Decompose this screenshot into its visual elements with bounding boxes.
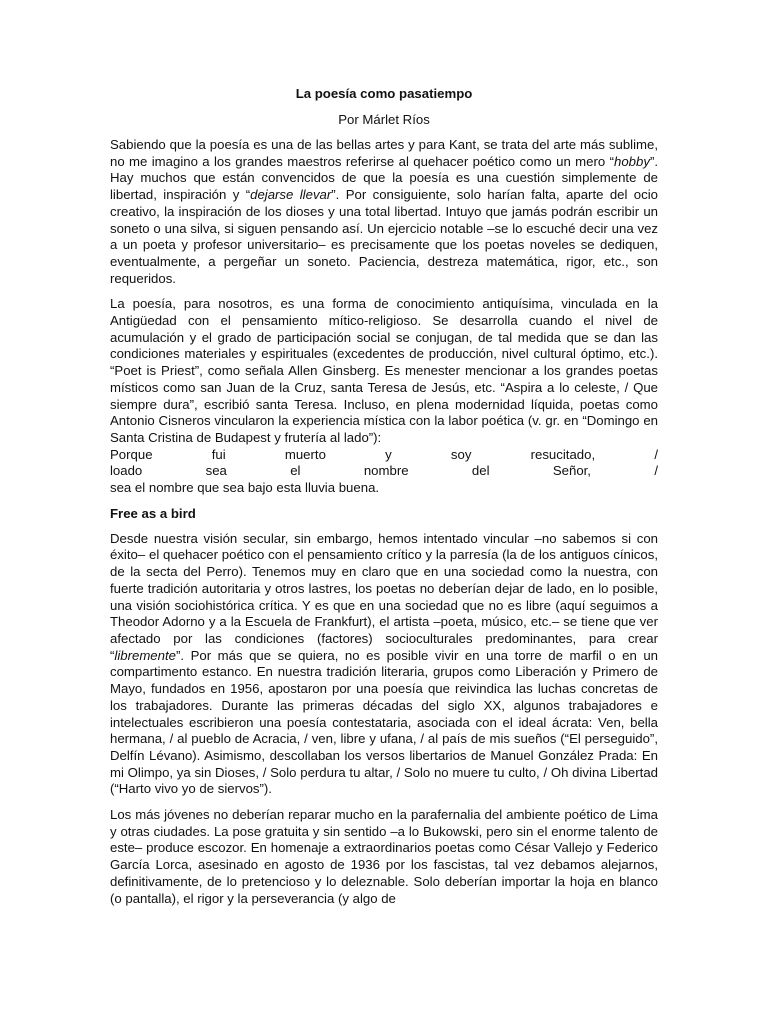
paragraph-1-text-b: ”. Hay muchos que están convencidos de que la poesía es una cuestión simplemente de libertad, inspiración y “ xyxy=(110,153,658,203)
paragraph-4-text: Los más jóvenes no deberían reparar mucho en la parafernalia del ambiente poético de Lima y otras ciudades. La pose gratuita y sin sentido –a lo Bukowski, pero sin el enorme talento de este– produce escozor. En homenaje a extraordinarios poetas como César Vallejo y Federico García Lorca, asesinado en agosto de 1936 por los fascistas, tal vez debamos alejarnos, definitivamente, de lo pretencioso y lo deleznable. Solo deberían importar la hoja en blanco (o pantalla), el rigor y la perseverancia (y algo de xyxy=(110,807,658,906)
verse-line-1: Porque fui muerto y soy resucitado, / xyxy=(110,446,658,462)
paragraph-1-text-a: Sabiendo que la poesía es una de las bellas artes y para Kant, se trata del arte más sublime, no me imagino a los grandes maestros referirse al quehacer poético como un mero “ xyxy=(110,137,658,169)
paragraph-3-text-b: ”. Por más que se quiera, no es posible vivir en una torre de marfil o en un compartimento estanco. En nuestra tradición literaria, grupos como Liberación y Primero de Mayo, fundados en 1956, apostaron por una poesía que reivindica las luchas concretas de los trabajadores. Durante las primeras décadas del siglo XX, algunos trabajadores e intelectuales escribieron una poesía contestataria, asociada con el ideal ácrata: Ven, bella hermana, / al pueblo de Acracia, / ven, libre y ufana, / al país de mis sueños (“El perseguido”, Delfín Lévano). Asimismo, descollaban los versos libertarios de Manuel González Prada: En mi Olimpo, ya sin Dioses, / Solo perdura tu altar, / Solo no muere tu culto, / Oh divina Libertad (“Harto vivo yo de siervos”). xyxy=(110,647,658,797)
paragraph-1 xyxy=(110,137,658,287)
paragraph-3-emphasis-libremente: libremente xyxy=(114,647,176,663)
paragraph-3-text-a: Desde nuestra visión secular, sin embargo, hemos intentado vincular –no sabemos si con éxito– el quehacer poético con el pensamiento crítico y la parresía (la de los antiguos cínicos, de la secta del Perro). Tenemos muy en claro que en una sociedad como la nuestra, con fuerte tradición autoritaria y otros lastres, los poetas no deberían dejar de lado, en lo posible, una visión sociohistórica crítica. Y es que en una sociedad que no es libre (aquí seguimos a Theodor Adorno y a la Escuela de Frankfurt), el artista –poeta, músico, etc.– se tiene que ver afectado por las condiciones (factores) socioculturales predominantes, para crear “ xyxy=(110,530,658,663)
paragraph-2 xyxy=(110,296,658,496)
paragraph-4 xyxy=(110,807,658,907)
verse-line-2: loado sea el nombre del Señor, / xyxy=(110,463,658,479)
paragraph-3 xyxy=(110,531,658,798)
document-author: Por Márlet Ríos xyxy=(338,112,430,127)
paragraph-1-emphasis-dejarse-llevar: dejarse llevar xyxy=(250,187,332,203)
verse-line-3: sea el nombre que sea bajo esta lluvia buena. xyxy=(110,480,380,496)
section-heading: Free as a bird xyxy=(110,505,196,521)
document-title: La poesía como pasatiempo xyxy=(295,86,473,101)
paragraph-1-text-c: ”. Por consiguiente, solo harían falta, aparte del ocio creativo, la inspiración de los dioses y una total libertad. Intuyo que jamás podrán escribir un soneto o una silva, si siguen pensando así. Un ejercicio notable –se lo escuché decir una vez a un poeta y profesor universitario– es precisamente que los poetas noveles se dediquen, eventualmente, a pergeñar un soneto. Paciencia, destreza matemática, rigor, etc., son requeridos. xyxy=(110,187,658,286)
paragraph-2-text: La poesía, para nosotros, es una forma de conocimiento antiquísima, vinculada en la Antigüedad con el pensamiento mítico-religioso. Se desarrolla cuando el nivel de acumulación y el grado de participación social se conjugan, de tal medida que se dan las condiciones materiales y espirituales (excedentes de producción, nivel cultural óptimo, etc.). “Poet is Priest”, como señala Allen Ginsberg. Es menester mencionar a los grandes poetas místicos como san Juan de la Cruz, santa Teresa de Jesús, etc. “Aspira a lo celeste, / Que siempre dura”, escribió santa Teresa. Incluso, en plena modernidad líquida, poetas como Antonio Cisneros vincularon la experiencia mística con la labor poética (v. gr. en “Domingo en Santa Cristina de Budapest y frutería al lado”): xyxy=(110,296,658,445)
paragraph-1-emphasis-hobby: hobby xyxy=(614,153,650,169)
